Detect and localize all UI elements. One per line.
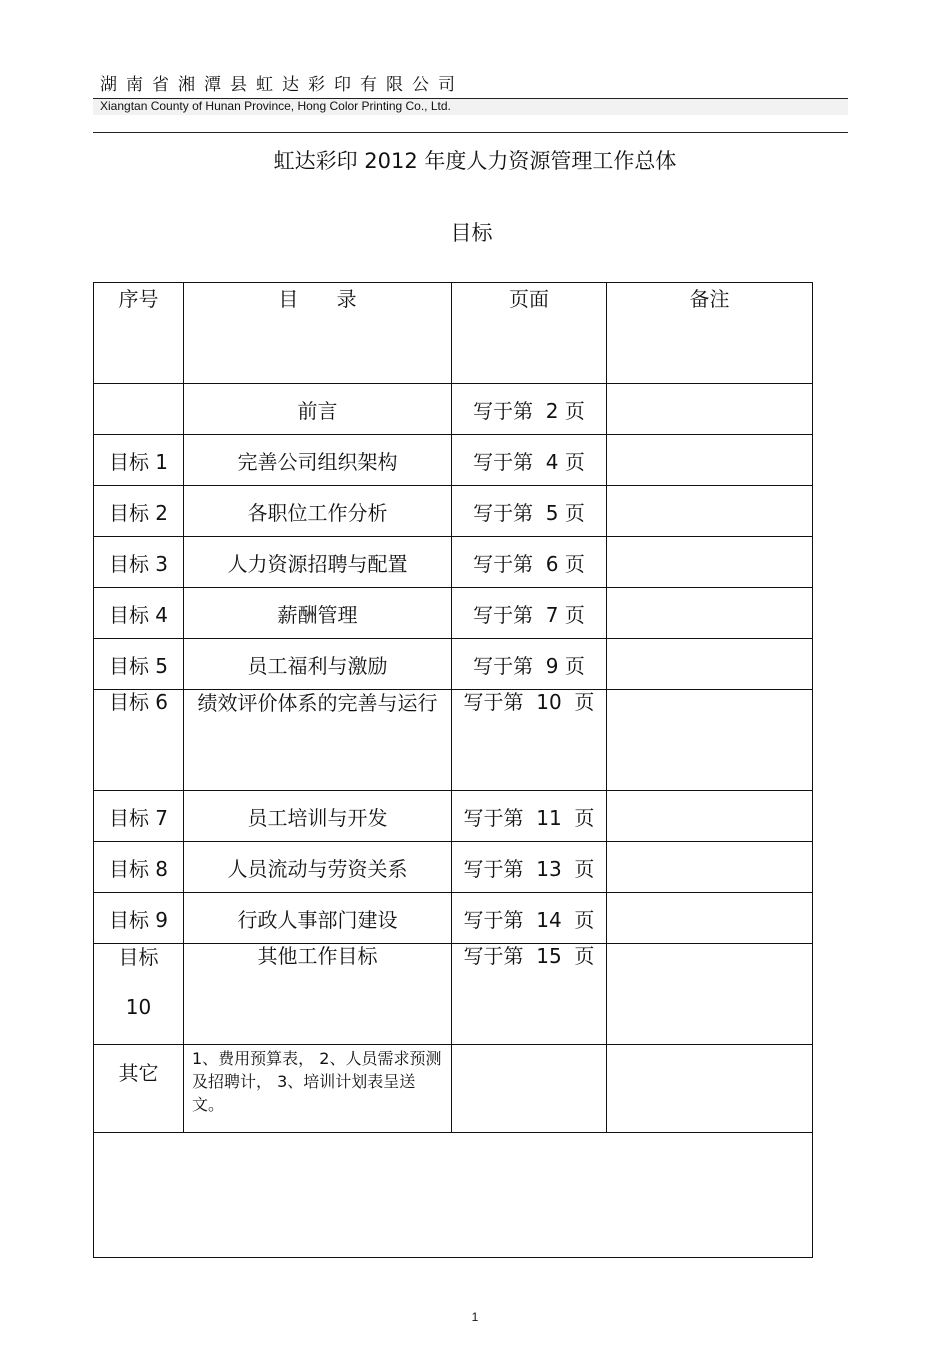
row-no: 目标 5 <box>94 639 184 690</box>
table-row <box>94 944 813 1045</box>
row-note <box>607 791 813 842</box>
header-divider <box>93 132 848 133</box>
row-page <box>452 1045 607 1133</box>
table-row <box>94 791 813 842</box>
row-no <box>94 384 184 435</box>
row-note <box>607 588 813 639</box>
row-page: 写于第 6 页 <box>452 537 607 588</box>
table-row <box>94 893 813 944</box>
row-item: 员工福利与激励 <box>184 639 452 690</box>
row-page: 写于第 11 页 <box>452 791 607 842</box>
empty-cell <box>94 1133 813 1258</box>
company-name-cn: 湖南省湘潭县虹达彩印有限公司 <box>100 75 464 95</box>
row-note <box>607 842 813 893</box>
table-row <box>94 842 813 893</box>
row-item: 员工培训与开发 <box>184 791 452 842</box>
row-no: 目标 7 <box>94 791 184 842</box>
row-item: 各职位工作分析 <box>184 486 452 537</box>
row-page: 写于第 2 页 <box>452 384 607 435</box>
document-title-line2: 目标 <box>450 221 493 245</box>
header-cell-note: 备注 <box>607 283 813 384</box>
row-item: 前言 <box>184 384 452 435</box>
row-page: 写于第 14 页 <box>452 893 607 944</box>
toc-table <box>93 282 813 1258</box>
row-item: 行政人事部门建设 <box>184 893 452 944</box>
table-row <box>94 435 813 486</box>
row-no: 目标 2 <box>94 486 184 537</box>
row-note <box>607 384 813 435</box>
row-note <box>607 537 813 588</box>
table-row <box>94 384 813 435</box>
document-title: 虹达彩印 2012 年度人力资源管理工作总体 <box>273 149 677 173</box>
table-row <box>94 588 813 639</box>
row-no: 目标 4 <box>94 588 184 639</box>
row-item-other: 1、费用预算表， 2、人员需求预测及招聘计， 3、培训计划表呈送文。 <box>184 1045 452 1133</box>
row-no: 目标 8 <box>94 842 184 893</box>
row-item: 人力资源招聘与配置 <box>184 537 452 588</box>
page-number: 1 <box>471 1310 479 1324</box>
company-name-en: Xiangtan County of Hunan Province, Hong Color Printing Co., Ltd. <box>100 99 451 113</box>
table-row <box>94 537 813 588</box>
row-no: 目标 6 <box>94 690 184 791</box>
company-name-en-bar <box>93 98 848 115</box>
table-row <box>94 690 813 791</box>
row-item: 薪酬管理 <box>184 588 452 639</box>
row-no: 目标 9 <box>94 893 184 944</box>
row-note <box>607 435 813 486</box>
row-item-text: 绩效评价体系的完善与运行 <box>197 691 438 715</box>
table-row-other <box>94 1045 813 1133</box>
row-no <box>94 944 184 1045</box>
row-no: 其它 <box>94 1045 184 1133</box>
row-no: 目标 1 <box>94 435 184 486</box>
row-item: 人员流动与劳资关系 <box>184 842 452 893</box>
row-no-text: 目标10 <box>118 945 159 1019</box>
row-note <box>607 486 813 537</box>
row-page: 写于第 4 页 <box>452 435 607 486</box>
table-row <box>94 486 813 537</box>
row-page: 写于第 15 页 <box>452 944 607 1045</box>
row-item: 完善公司组织架构 <box>184 435 452 486</box>
header-cell-no: 序号 <box>94 283 184 384</box>
row-page: 写于第 13 页 <box>452 842 607 893</box>
row-note <box>607 690 813 791</box>
row-page: 写于第 7 页 <box>452 588 607 639</box>
row-item: 其他工作目标 <box>184 944 452 1045</box>
row-note <box>607 893 813 944</box>
table-row-empty <box>94 1133 813 1258</box>
row-note <box>607 1045 813 1133</box>
row-item <box>184 690 452 791</box>
row-note <box>607 944 813 1045</box>
row-page: 写于第 10 页 <box>452 690 607 791</box>
header-cell-page: 页面 <box>452 283 607 384</box>
header-cell-item: 目 录 <box>184 283 452 384</box>
row-page: 写于第 5 页 <box>452 486 607 537</box>
row-page: 写于第 9 页 <box>452 639 607 690</box>
row-note <box>607 639 813 690</box>
row-no: 目标 3 <box>94 537 184 588</box>
table-header-row <box>94 283 813 384</box>
